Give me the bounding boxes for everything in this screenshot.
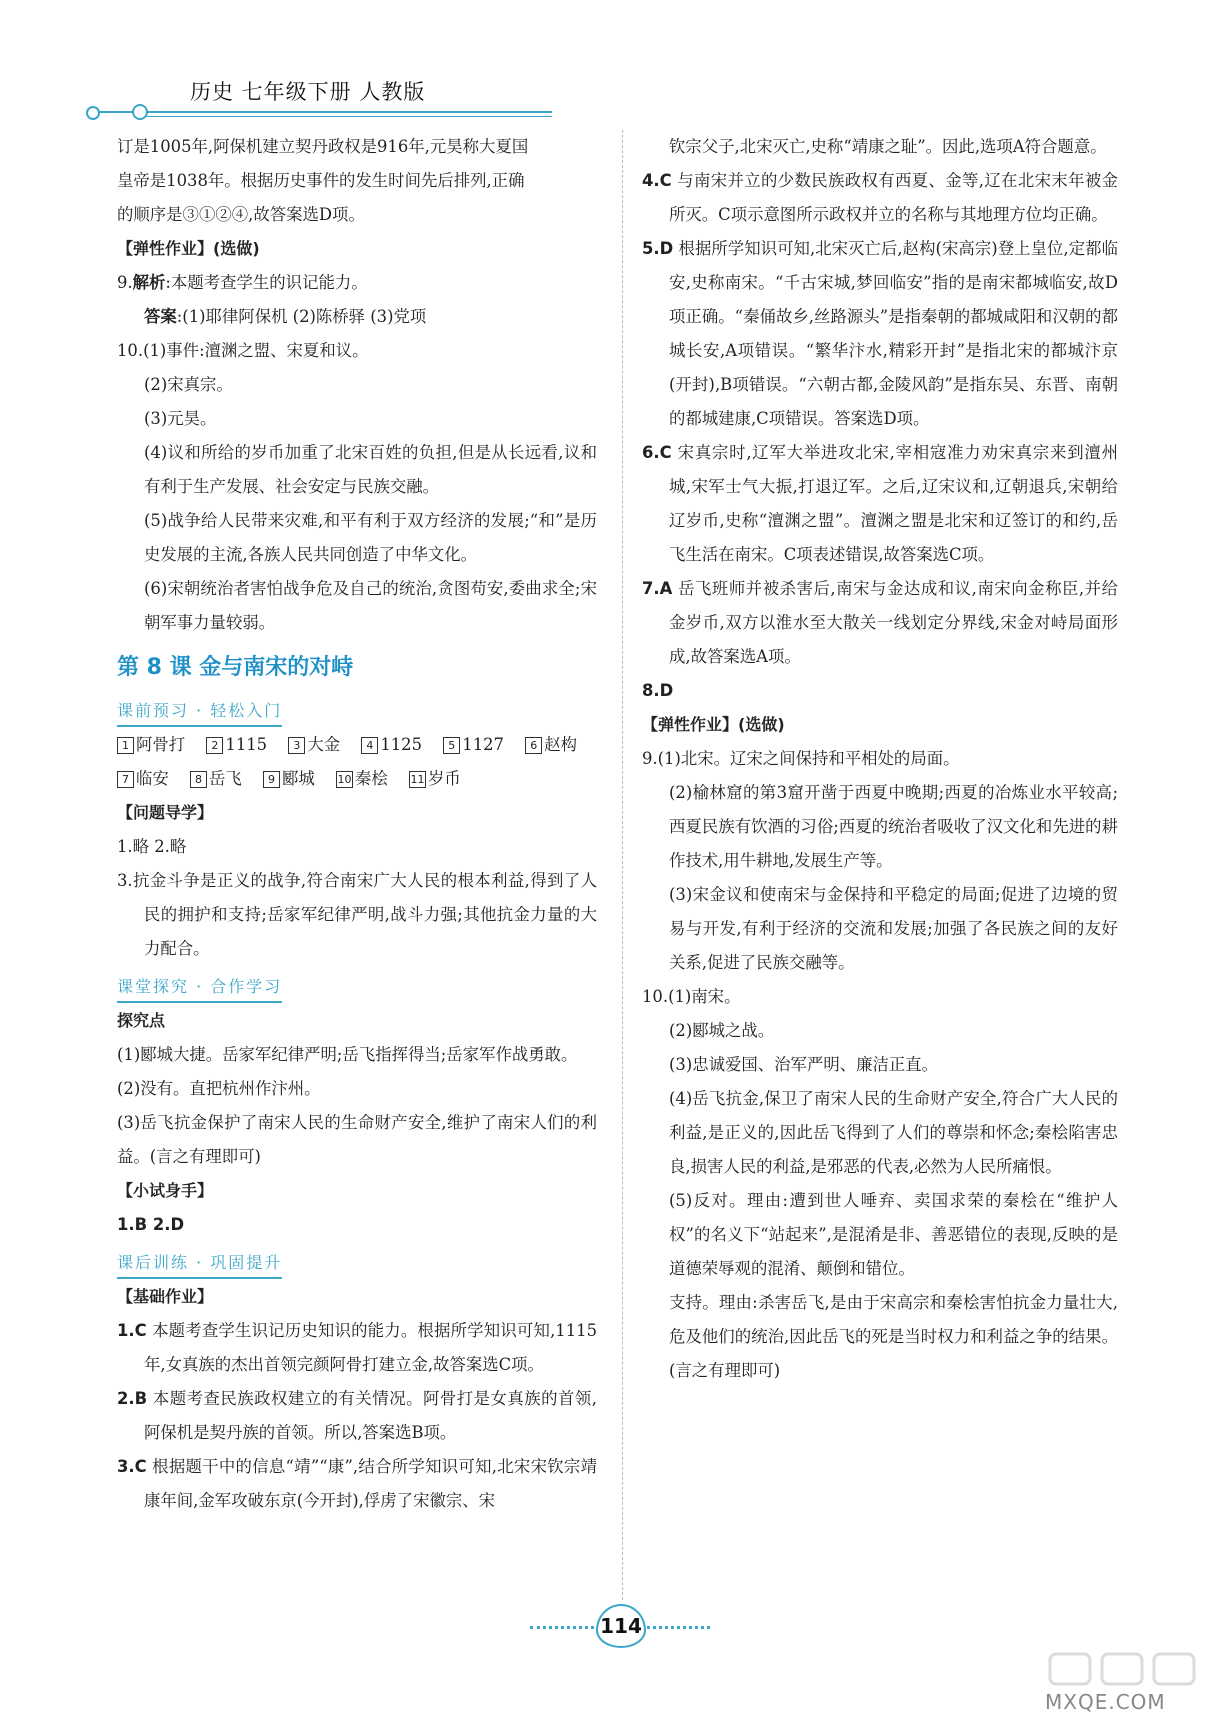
footer-dots <box>640 1626 710 1629</box>
explore-line: (3)岳飞抗金保护了南宋人民的生命财产安全,维护了南宋人们的利益。(言之有理即可) <box>117 1113 597 1166</box>
section-banner: 课堂探究 · 合作学习 <box>117 970 597 1004</box>
intro-line: 皇帝是1038年。根据历史事件的发生时间先后排列,正确 <box>117 171 525 190</box>
section-heading: 【小试身手】 <box>117 1181 214 1200</box>
page-header <box>0 0 1224 130</box>
page-number: 114 <box>596 1604 646 1648</box>
answer-item: 2.B 本题考查民族政权建立的有关情况。阿骨打是女真族的首领,阿保机是契丹族的首领。所以,答案选B项。 <box>117 1389 597 1442</box>
answer-item: 5.D 根据所学知识可知,北宋灭亡后,赵构(宋高宗)登上皇位,定都临安,史称南宋。“千古宋城,梦回临安”指的是南宋都城临安,故D项正确。“秦俑故乡,丝路源头”是指秦朝的都城咸阳和汉朝的都城长安,A项错误。“繁华汴水,精彩开封”是指北宋的都城汴京(开封),B项错误。“六朝古都,金陵风韵”是指东吴、东晋、南朝的都城建康,C项错误。答案选D项。 <box>642 239 1118 428</box>
q10-line: 10.(1)南宋。 <box>642 987 741 1006</box>
problem-line: 1.略 2.略 <box>117 837 187 856</box>
header-circle-icon <box>86 106 100 120</box>
preview-answers-row: 7 临安 8 岳飞 9 郾城 10 秦桧 11 岁币 <box>117 762 597 796</box>
answer-item: 8.D <box>642 681 674 700</box>
answer-item: 4.C 与南宋并立的少数民族政权有西夏、金等,辽在北宋末年被金所灭。C项示意图所示政权并立的名称与其地理方位均正确。 <box>642 171 1118 224</box>
explore-line: (1)郾城大捷。岳家军纪律严明;岳飞指挥得当;岳家军作战勇敢。 <box>117 1045 578 1064</box>
left-column <box>117 130 597 1518</box>
header-rule <box>92 111 552 113</box>
section-banner: 课后训练 · 巩固提升 <box>117 1246 597 1280</box>
q10-line: (4)议和所给的岁币加重了北宋百姓的负担,但是从长远看,议和有利于生产发展、社会安定与民族交融。 <box>144 443 597 496</box>
intro-line: 订是1005年,阿保机建立契丹政权是916年,元昊称大夏国 <box>117 137 529 156</box>
book-title: 历史 七年级下册 人教版 <box>190 80 426 104</box>
explore-line: (2)没有。直把杭州作汴州。 <box>117 1079 321 1098</box>
section-heading: 【基础作业】 <box>117 1287 214 1306</box>
q10-line: (4)岳飞抗金,保卫了南宋人民的生命财产安全,符合广大人民的利益,是正义的,因此岳飞得到了人们的尊崇和怀念;秦桧陷害忠良,损害人民的利益,是邪恶的代表,必然为人民所痛恨。 <box>669 1089 1118 1176</box>
right-column <box>642 130 1118 1388</box>
preview-answers-row: 1 阿骨打 2 1115 3 大金 4 1125 5 1127 6 赵构 <box>117 728 597 762</box>
q9-line: 9.(1)北宋。辽宋之间保持和平相处的局面。 <box>642 749 960 768</box>
q10-line: (3)元昊。 <box>144 409 217 428</box>
q10-line: (5)反对。理由:遭到世人唾弃、卖国求荣的秦桧在“维护人权”的名义下“站起来”,是混淆是非、善恶错位的表现,反映的是道德荣辱观的混淆、颠倒和错位。 <box>669 1191 1118 1278</box>
q10-line: (6)宋朝统治者害怕战争危及自己的统治,贪图苟安,委曲求全;宋朝军事力量较弱。 <box>144 579 597 632</box>
header-rule-thin <box>140 116 552 117</box>
q10-line: (2)宋真宗。 <box>144 375 233 394</box>
column-divider <box>622 130 623 1600</box>
q10-line: (3)忠诚爱国、治军严明、廉洁正直。 <box>669 1055 939 1074</box>
header-circle-icon <box>132 104 148 120</box>
answer-item: 1.C 本题考查学生识记历史知识的能力。根据所学知识可知,1115年,女真族的杰出首领完颜阿骨打建立金,故答案选C项。 <box>117 1321 597 1374</box>
answer-item: 7.A 岳飞班师并被杀害后,南宋与金达成和议,南宋向金称臣,并给金岁币,双方以淮水至大散关一线划定分界线,宋金对峙局面形成,故答案选A项。 <box>642 579 1118 666</box>
section-heading: 【弹性作业】(选做) <box>642 715 785 734</box>
answer-item: 3.C 根据题干中的信息“靖”“康”,结合所学知识可知,北宋宋钦宗靖康年间,金军攻破东京(今开封),俘虏了宋徽宗、宋 <box>117 1457 597 1510</box>
trial-answer: 1.B 2.D <box>117 1215 185 1234</box>
q10-line: 支持。理由:杀害岳飞,是由于宋高宗和秦桧害怕抗金力量壮大,危及他们的统治,因此岳飞的死是当时权力和利益之争的结果。(言之有理即可) <box>669 1293 1118 1380</box>
answer-item: 6.C 宋真宗时,辽军大举进攻北宋,宰相寇准力劝宋真宗来到澶州城,宋军士气大振,打退辽军。之后,辽宋议和,辽朝退兵,宋朝给辽岁币,史称“澶渊之盟”。澶渊之盟是北宋和辽签订的和约,岳飞生活在南宋。C项表述错误,故答案选C项。 <box>642 443 1118 564</box>
section-heading: 【问题导学】 <box>117 803 214 822</box>
q10-line: 10.(1)事件:澶渊之盟、宋夏和议。 <box>117 341 369 360</box>
q9-line: (3)宋金议和使南宋与金保持和平稳定的局面;促进了边境的贸易与开发,有利于经济的交流和发展;加强了各民族之间的友好关系,促进了民族交融等。 <box>669 885 1118 972</box>
watermark-text: MXQE.COM <box>1045 1690 1166 1714</box>
q9-answer: 答案:(1)耶律阿保机 (2)陈桥驿 (3)党项 <box>144 307 427 326</box>
problem-line: 3.抗金斗争是正义的战争,符合南宋广大人民的根本利益,得到了人民的拥护和支持;岳家军纪律严明,战斗力强;其他抗金力量的大力配合。 <box>117 871 597 958</box>
section-heading: 【弹性作业】(选做) <box>117 239 260 258</box>
q9-analysis: 9.解析:本题考查学生的识记能力。 <box>117 273 368 292</box>
section-heading: 探究点 <box>117 1011 166 1030</box>
q10-line: (2)郾城之战。 <box>669 1021 775 1040</box>
intro-line: 的顺序是③①②④,故答案选D项。 <box>117 205 365 224</box>
lesson-title: 第 8 课 金与南宋的对峙 <box>117 655 354 680</box>
q10-line: (5)战争给人民带来灾难,和平有利于双方经济的发展;“和”是历史发展的主流,各族人民共同创造了中华文化。 <box>144 511 597 564</box>
q9-line: (2)榆林窟的第3窟开凿于西夏中晚期;西夏的冶炼业水平较高;西夏民族有饮酒的习俗;西夏的统治者吸收了汉文化和先进的耕作技术,用牛耕地,发展生产等。 <box>669 783 1118 870</box>
continued-text: 钦宗父子,北宋灭亡,史称“靖康之耻”。因此,选项A符合题意。 <box>669 137 1107 156</box>
footer-dots <box>530 1626 600 1629</box>
section-banner: 课前预习 · 轻松入门 <box>117 694 597 728</box>
